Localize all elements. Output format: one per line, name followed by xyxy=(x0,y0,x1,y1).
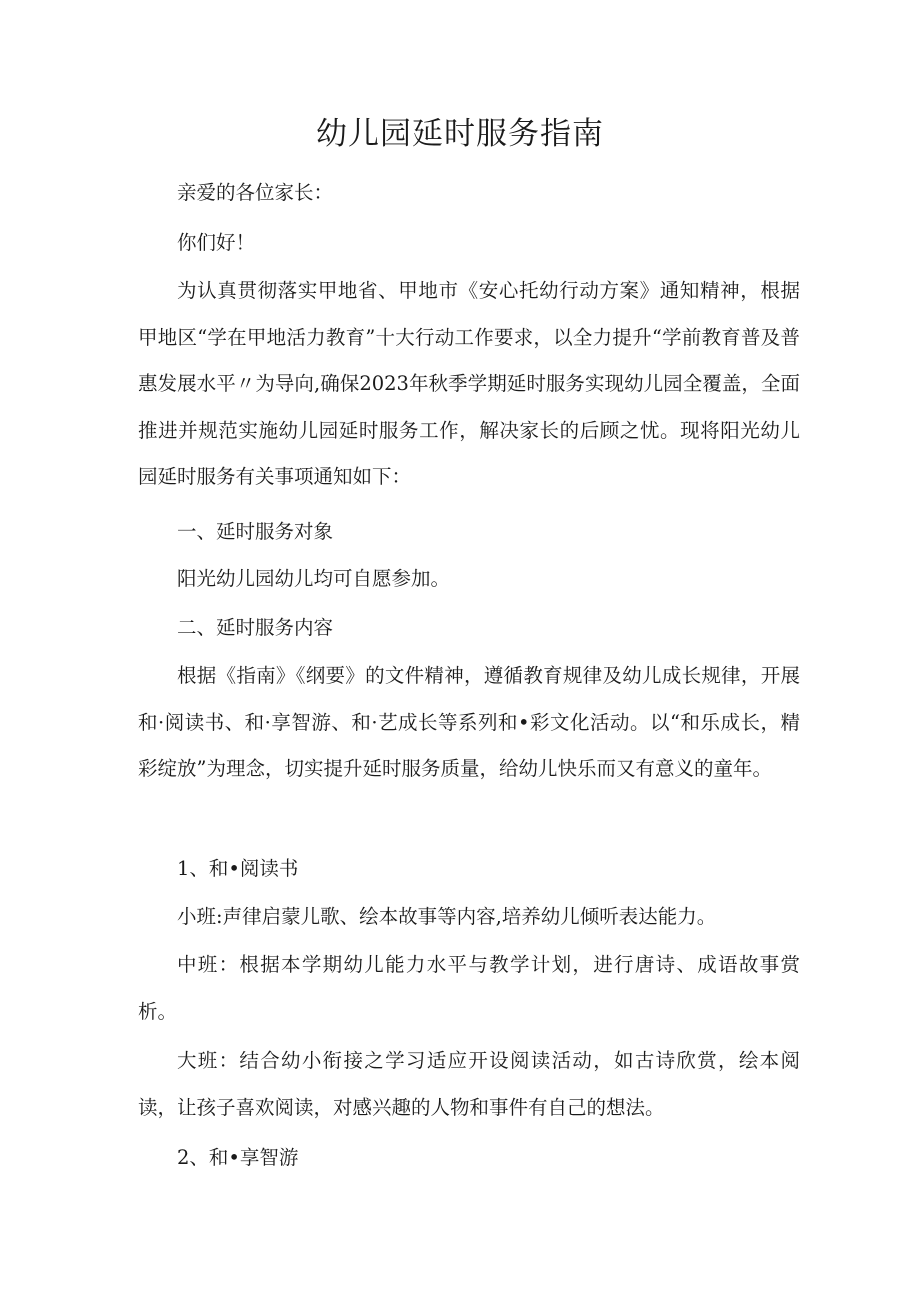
greeting: 亲爱的各位家长： xyxy=(177,181,334,204)
section-heading-service-target: 一、延时服务对象 xyxy=(177,520,334,543)
section-heading-service-content: 二、延时服务内容 xyxy=(177,616,334,639)
section-body-service-content: 根据《指南》《纲要》的文件精神，遵循教育规律及幼儿成长规律，开展和·阅读书、和·享智游、和·艺成长等系列和•彩文化活动。以“和乐成长，精彩绽放”为理念，切实提升延时服务质量，给幼儿快乐而又有意义的童年。 xyxy=(138,664,800,780)
page-title: 幼儿园延时服务指南 xyxy=(316,116,604,152)
reading-small-class: 小班:声律启蒙儿歌、绘本故事等内容,培养幼儿倾听表达能力。 xyxy=(177,905,717,928)
section-body-service-target: 阳光幼儿园幼儿均可自愿参加。 xyxy=(177,567,451,590)
hello-line: 你们好！ xyxy=(177,231,256,254)
reading-large-class: 大班：结合幼小衔接之学习适应开设阅读活动，如古诗欣赏，绘本阅读，让孩子喜欢阅读，对感兴趣的人物和事件有自己的想法。 xyxy=(138,1049,800,1119)
item-heading-smart-play: 2、和•享智游 xyxy=(177,1146,299,1169)
intro-paragraph: 为认真贯彻落实甲地省、甲地市《安心托幼行动方案》通知精神，根据甲地区“学在甲地活力教育”十大行动工作要求，以全力提升“学前教育普及普惠发展水平〃为导向,确保2023年秋季学期延时服务实现幼儿园全覆盖，全面推进并规范实施幼儿园延时服务工作，解决家长的后顾之忧。现将阳光幼儿园延时服务有关事项通知如下： xyxy=(138,279,800,488)
item-heading-reading: 1、和•阅读书 xyxy=(177,857,299,880)
reading-middle-class: 中班：根据本学期幼儿能力水平与教学计划，进行唐诗、成语故事赏析。 xyxy=(138,953,800,1023)
